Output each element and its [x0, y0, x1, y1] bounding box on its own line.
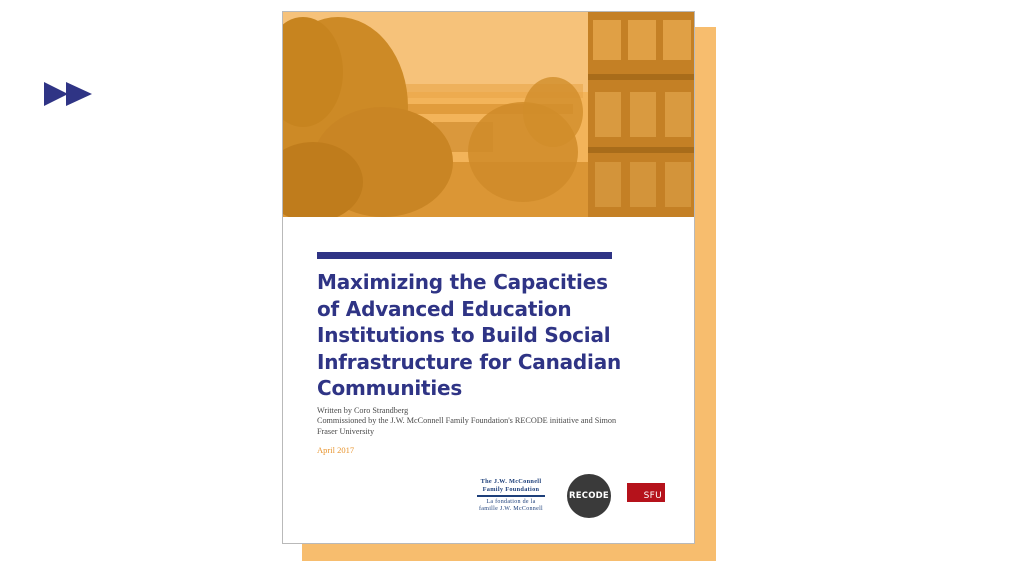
mcconnell-foundation-logo	[471, 478, 551, 520]
mcconnell-logo-line3: La fondation de la	[486, 498, 536, 505]
mcconnell-logo-rule	[477, 495, 545, 497]
fast-forward-icon	[44, 82, 94, 106]
byline-author: Written by Coro Strandberg	[317, 406, 409, 415]
title-rule	[317, 252, 612, 259]
mcconnell-logo-line2: Family Foundation	[482, 485, 540, 493]
sfu-logo	[627, 483, 665, 502]
report-title: Maximizing the Capacities of Advanced Education Institutions to Build Social Infrastructure for Canadian Communities	[317, 270, 622, 400]
sfu-logo-text: SFU	[643, 491, 662, 501]
recode-logo-text: RECODE	[569, 491, 609, 501]
report-cover	[282, 11, 695, 544]
recode-logo	[567, 474, 611, 518]
byline-commission: Commissioned by the J.W. McConnell Family Foundation's RECODE initiative and Simon Fraser University	[317, 416, 617, 436]
publication-date: April 2017	[317, 445, 355, 455]
mcconnell-logo-line4: famille J.W. McConnell	[478, 505, 544, 512]
mcconnell-logo-line1: The J.W. McConnell	[480, 478, 542, 485]
cover-photo	[283, 12, 694, 217]
byline	[317, 406, 617, 437]
